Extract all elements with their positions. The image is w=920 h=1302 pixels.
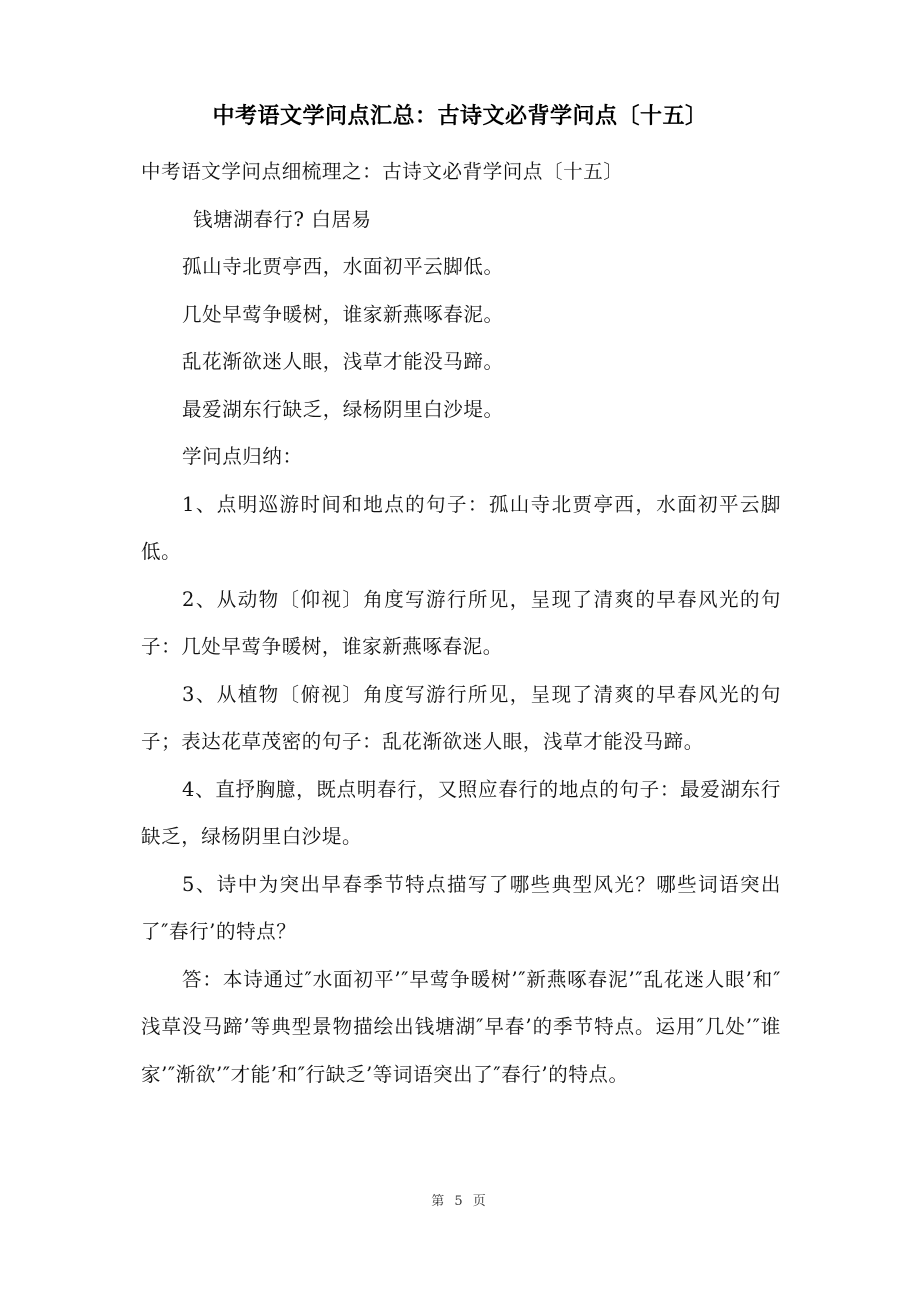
answer-item: 答：本诗通过″水面初平’″早莺争暖树’″新燕啄春泥’″乱花迷人眼’和″浅草没马蹄’等典型景物描绘出钱塘湖″早春’的季节特点。运用″几处’″谁家’″渐欲’″才能’和″行缺乏’等词语突出了″春行’的特点。 <box>141 967 781 1086</box>
poem-line: 几处早莺争暖树，谁家新燕啄春泥。 <box>182 302 504 326</box>
poem-line: 最爱湖东行缺乏，绿杨阴里白沙堤。 <box>182 397 504 421</box>
page-number: 第 5 页 <box>431 1194 489 1209</box>
point-item: 4、直抒胸臆，既点明春行，又照应春行的地点的句子：最爱湖东行缺乏，绿杨阴里白沙堤。 <box>141 777 781 848</box>
poem-heading: 钱塘湖春行? 白居易 <box>193 207 372 231</box>
point-item: 3、从植物〔俯视〕角度写游行所见，呈现了清爽的早春风光的句子；表达花草茂密的句子：乱花渐欲迷人眼，浅草才能没马蹄。 <box>141 682 781 753</box>
poem-line: 乱花渐欲迷人眼，浅草才能没马蹄。 <box>182 350 504 373</box>
document-title: 中考语文学问点汇总：古诗文必背学问点〔十五〕 <box>212 103 708 129</box>
summary-heading: 学问点归纳： <box>182 445 303 468</box>
document-body <box>141 148 781 1098</box>
point-item: 2、从动物〔仰视〕角度写游行所见，呈现了清爽的早春风光的句子：几处早莺争暖树，谁家新燕啄春泥。 <box>141 587 781 658</box>
point-item: 1、点明巡游时间和地点的句子：孤山寺北贾亭西，水面初平云脚低。 <box>141 492 781 563</box>
poem-line: 孤山寺北贾亭西，水面初平云脚低。 <box>182 255 504 278</box>
subtitle: 中考语文学问点细梳理之：古诗文必背学问点〔十五〕 <box>141 160 624 183</box>
question-item: 5、诗中为突出早春季节特点描写了哪些典型风光？哪些词语突出了″春行’的特点？ <box>141 872 781 943</box>
